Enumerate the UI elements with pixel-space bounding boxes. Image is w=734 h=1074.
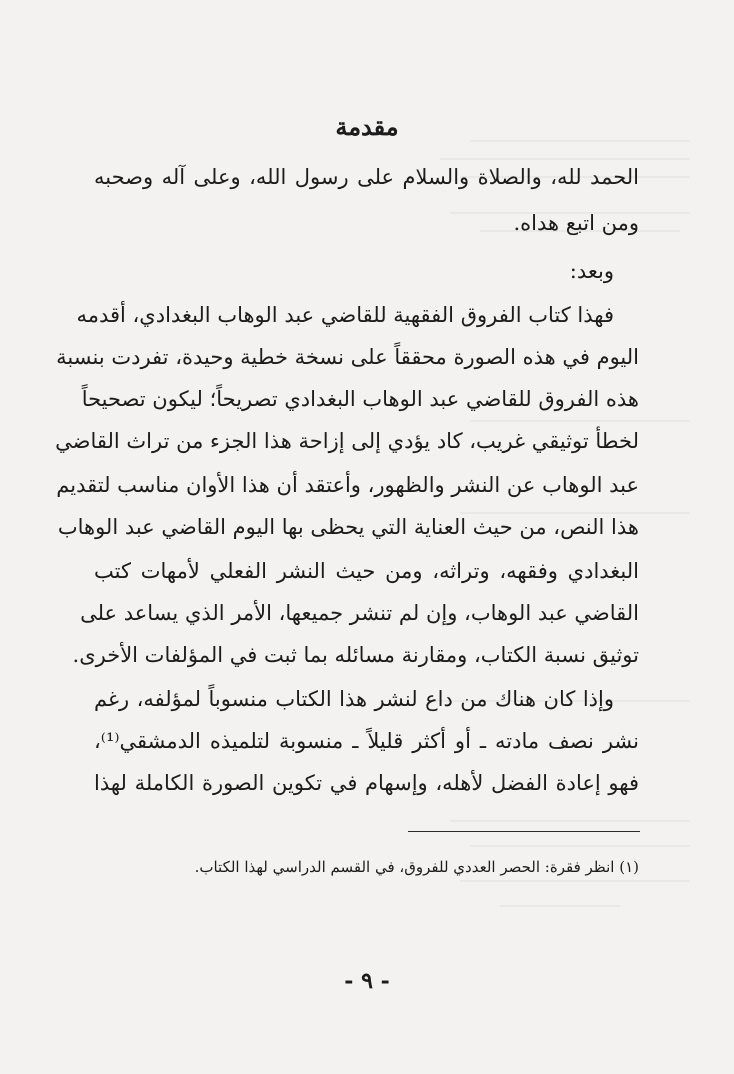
text-line: الحمد لله، والصلاة والسلام على رسول الله، وعلى آله وصحبه xyxy=(94,165,639,189)
text-line: عبد الوهاب عن النشر والظهور، وأعتقد أن هذا الأوان مناسب لتقديم xyxy=(56,473,639,497)
section-title: مقدمة xyxy=(335,112,399,141)
text-line: ومن اتبع هداه. xyxy=(513,211,639,235)
text-line: لخطأ توثيقي غريب، كاد يؤدي إلى إزاحة هذا الجزء من تراث القاضي xyxy=(55,429,639,453)
text-line: وإذا كان هناك من داع لنشر هذا الكتاب منسوباً لمؤلفه، رغم xyxy=(94,687,614,711)
text-line: توثيق نسبة الكتاب، ومقارنة مسائله بما ثبت في المؤلفات الأخرى. xyxy=(72,643,639,667)
text-line: هذه الفروق للقاضي عبد الوهاب البغدادي تصريحاً؛ ليكون تصحيحاً xyxy=(81,387,639,411)
text-line: هذا النص، من حيث العناية التي يحظى بها اليوم القاضي عبد الوهاب xyxy=(57,515,639,539)
page-number: - ٩ - xyxy=(344,968,390,994)
text-line: فهو إعادة الفضل لأهله، وإسهام في تكوين الصورة الكاملة لهذا xyxy=(94,771,639,795)
text-line: القاضي عبد الوهاب، وإن لم تنشر جميعها، الأمر الذي يساعد على xyxy=(80,601,639,625)
text-line: اليوم في هذه الصورة محققاً على نسخة خطية وحيدة، تفردت بنسبة xyxy=(56,345,639,369)
footnote-divider xyxy=(408,831,640,832)
text-line: فهذا كتاب الفروق الفقهية للقاضي عبد الوهاب البغدادي، أقدمه xyxy=(76,303,614,327)
text-line: نشر نصف مادته ـ أو أكثر قليلاً ـ منسوبة لتلميذه الدمشقي⁽¹⁾، xyxy=(94,729,639,753)
text-line: البغدادي وفقهه، وتراثه، ومن حيث النشر الفعلي لأمهات كتب xyxy=(94,559,639,583)
text-line: وبعد: xyxy=(569,259,614,283)
footnote: (١) انظر فقرة: الحصر العددي للفروق، في القسم الدراسي لهذا الكتاب. xyxy=(194,858,639,876)
